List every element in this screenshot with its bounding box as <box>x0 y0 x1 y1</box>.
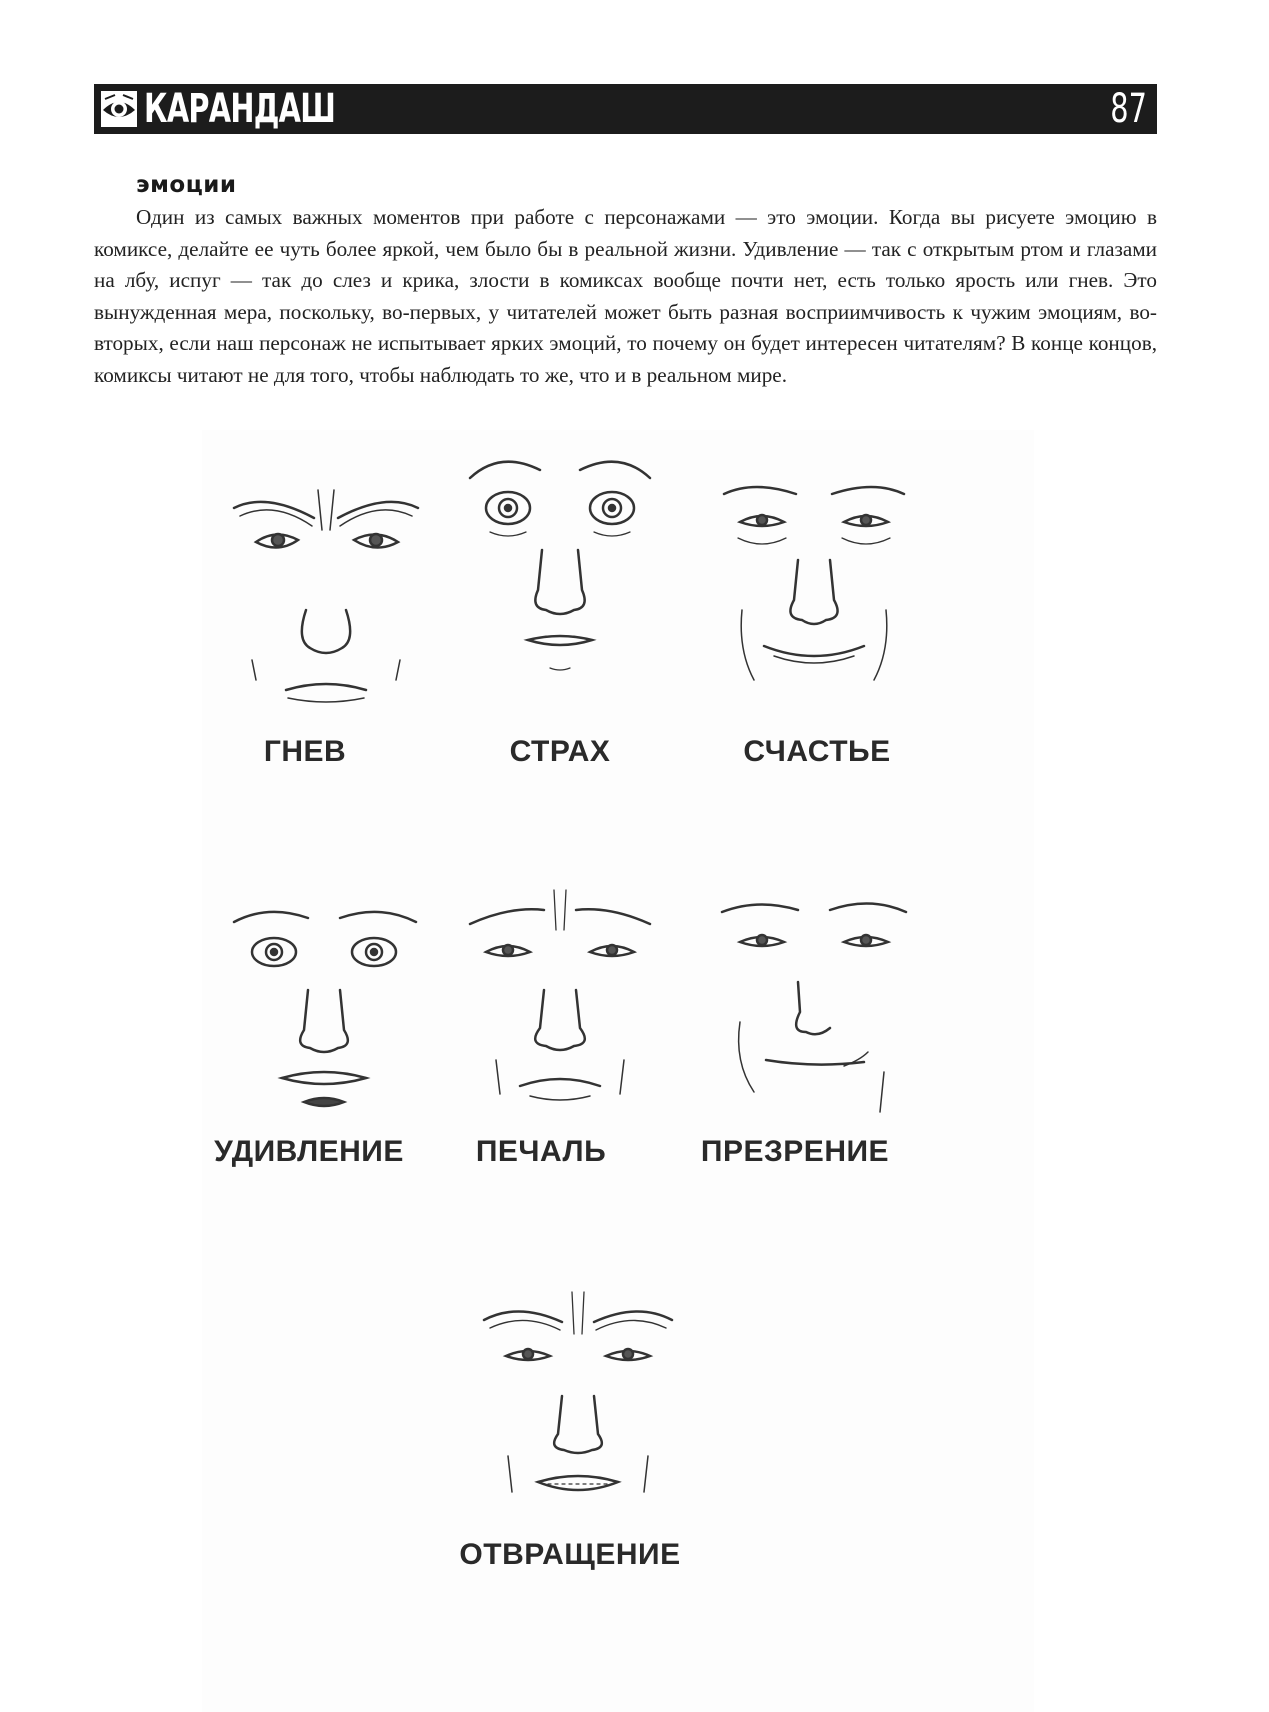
sadness-face-icon <box>460 880 660 1130</box>
emotion-label-surprise: УДИВЛЕНИЕ <box>214 1135 404 1168</box>
emotion-label-sadness: ПЕЧАЛЬ <box>475 1135 607 1168</box>
happiness-face-icon <box>714 460 914 700</box>
brand-title: КАРАНДАШ <box>144 86 336 132</box>
fear-face-icon <box>460 440 660 690</box>
section-title: эмоции <box>136 172 237 198</box>
emotions-illustration <box>202 430 1034 1712</box>
eye-logo-icon <box>100 90 138 128</box>
disgust-face-icon <box>478 1286 678 1536</box>
anger-face-icon <box>226 470 426 710</box>
emotion-label-happiness: СЧАСТЬЕ <box>743 735 891 768</box>
surprise-face-icon <box>224 890 424 1120</box>
body-paragraph: Один из самых важных моментов при работе с персонажами — это эмоции. Когда вы рисуете эмоцию в комиксе, делайте ее чуть более яркой, чем было бы в реальной жизни. Удивление — так с открытым ртом и глазами на лбу, испуг — так до слез и крика, злости в комиксах вообще почти нет, есть только ярость или гнев. Это вынужденная мера, поскольку, во-первых, у читателей может быть разная восприимчивость к чужим эмоциям, во-вторых, если наш персонаж не испытывает ярких эмоций, то почему он будет интересен читателям? В конце концов, комиксы читают не для того, чтобы наблюдать то же, что и в реальном мире. <box>94 205 1157 387</box>
emotion-label-disgust: ОТВРАЩЕНИЕ <box>459 1538 681 1571</box>
brand <box>100 84 409 134</box>
page-header <box>94 84 1157 134</box>
emotion-label-anger: ГНЕВ <box>263 735 347 768</box>
contempt-face-icon <box>714 882 914 1132</box>
emotion-label-fear: СТРАХ <box>509 735 611 768</box>
emotion-label-contempt: ПРЕЗРЕНИЕ <box>700 1135 890 1168</box>
page-number: 87 <box>1110 86 1147 132</box>
